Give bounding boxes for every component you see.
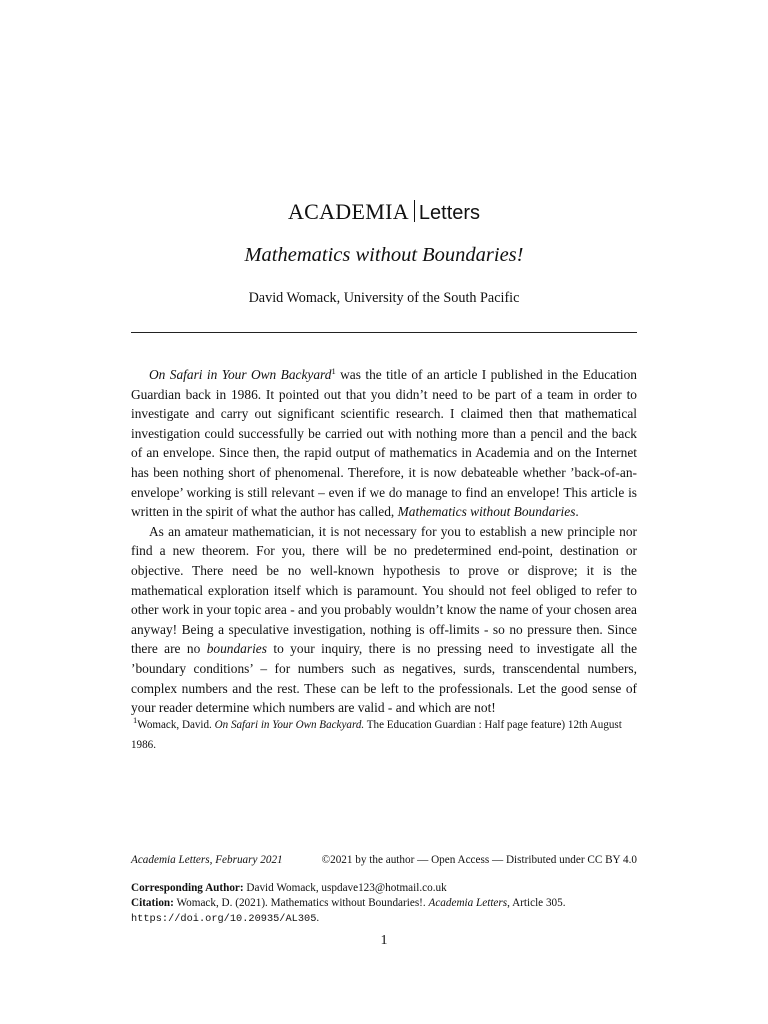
corresponding-value: David Womack, uspdave123@hotmail.co.uk [243,882,447,894]
header-rule [131,332,637,333]
doi-end: . [316,912,320,925]
article-title: Mathematics without Boundaries! [244,244,524,266]
citation-text-b: , Article 305. [507,897,566,910]
journal-date: Academia Letters, February 2021 [131,854,283,866]
paragraph-1 [131,365,637,522]
series-title: Mathematics without Boundaries [397,504,576,520]
paragraph-2-text-a: As an amateur mathematician, it is not necessary for you to establish a new principle nor find a new theorem. For you, there will be no predetermined end-point, destination or objective. There need be no well-known hypothesis to prove or disprove; it is the mathematical exploration itself which is paramount. You should not feel obliged to refer to other work in your topic area - and you probably wouldn’t know the name of your chosen area anyway! Being a speculative investigation, nothing is off-limits - so no pressure then. Since there are no [131,523,637,657]
citation-journal: Academia Letters [428,897,508,910]
footnote-text-a: Womack, David. [137,719,215,731]
footnote-text-b: The Education Guardian : Half page feature) 12th August 1986. [131,719,622,751]
citation-label: Citation: [131,897,174,910]
article-body [131,365,637,718]
paragraph-1-end: . [575,504,579,520]
paragraph-2 [131,522,637,718]
doi-row [131,911,651,927]
footnote-mark: 1 [133,715,138,725]
license-text: ©2021 by the author — Open Access — Distributed under CC BY 4.0 [321,854,637,866]
paragraph-2-text-b: to your inquiry, there is no pressing need to investigate all the ’boundary conditions’ – for numbers such as negatives, surds, transcendental numbers, complex numbers and the rest. These can be left to the professionals. Let the good sense of your reader determine which numbers are valid - and which are not! [131,641,638,716]
footnote-reference[interactable]: 1 [331,366,336,376]
article-metadata [131,881,651,928]
emphasis-boundaries: boundaries [206,641,267,657]
journal-brand: ACADEMIA [287,199,409,224]
citation-text-a: Womack, D. (2021). Mathematics without Boundaries!. [173,897,429,910]
masthead-divider [414,200,415,222]
doi-link[interactable]: https://doi.org/10.20935/AL305 [131,913,317,926]
page-number: 1 [380,933,388,948]
corresponding-label: Corresponding Author: [131,882,244,894]
journal-masthead [0,198,768,227]
author-line: David Womack, University of the South Pacific [248,290,520,306]
journal-section: Letters [418,202,481,224]
paragraph-1-text: was the title of an article I published in the Education Guardian back in 1986. It pointed out that you didn’t need to be part of a team in order to investigate and carry out significant scientific research. I claimed then that mathematical investigation could successfully be carried out with nothing more than a pencil and the back of an envelope. Since then, the rapid output of mathematics in Academia and on the Internet has been nothing short of phenomenal. Therefore, it is now debateable whether ’back-of-an-envelope’ working is still relevant – even if we do manage to find an envelope! This article is written in the spirit of what the author has called, [131,367,638,520]
cited-article-title: On Safari in Your Own Backyard [149,367,332,382]
footnote-italic: On Safari in Your Own Backyard. [214,719,365,731]
citation [131,896,651,911]
corresponding-author [131,881,651,896]
footnote [131,716,637,755]
